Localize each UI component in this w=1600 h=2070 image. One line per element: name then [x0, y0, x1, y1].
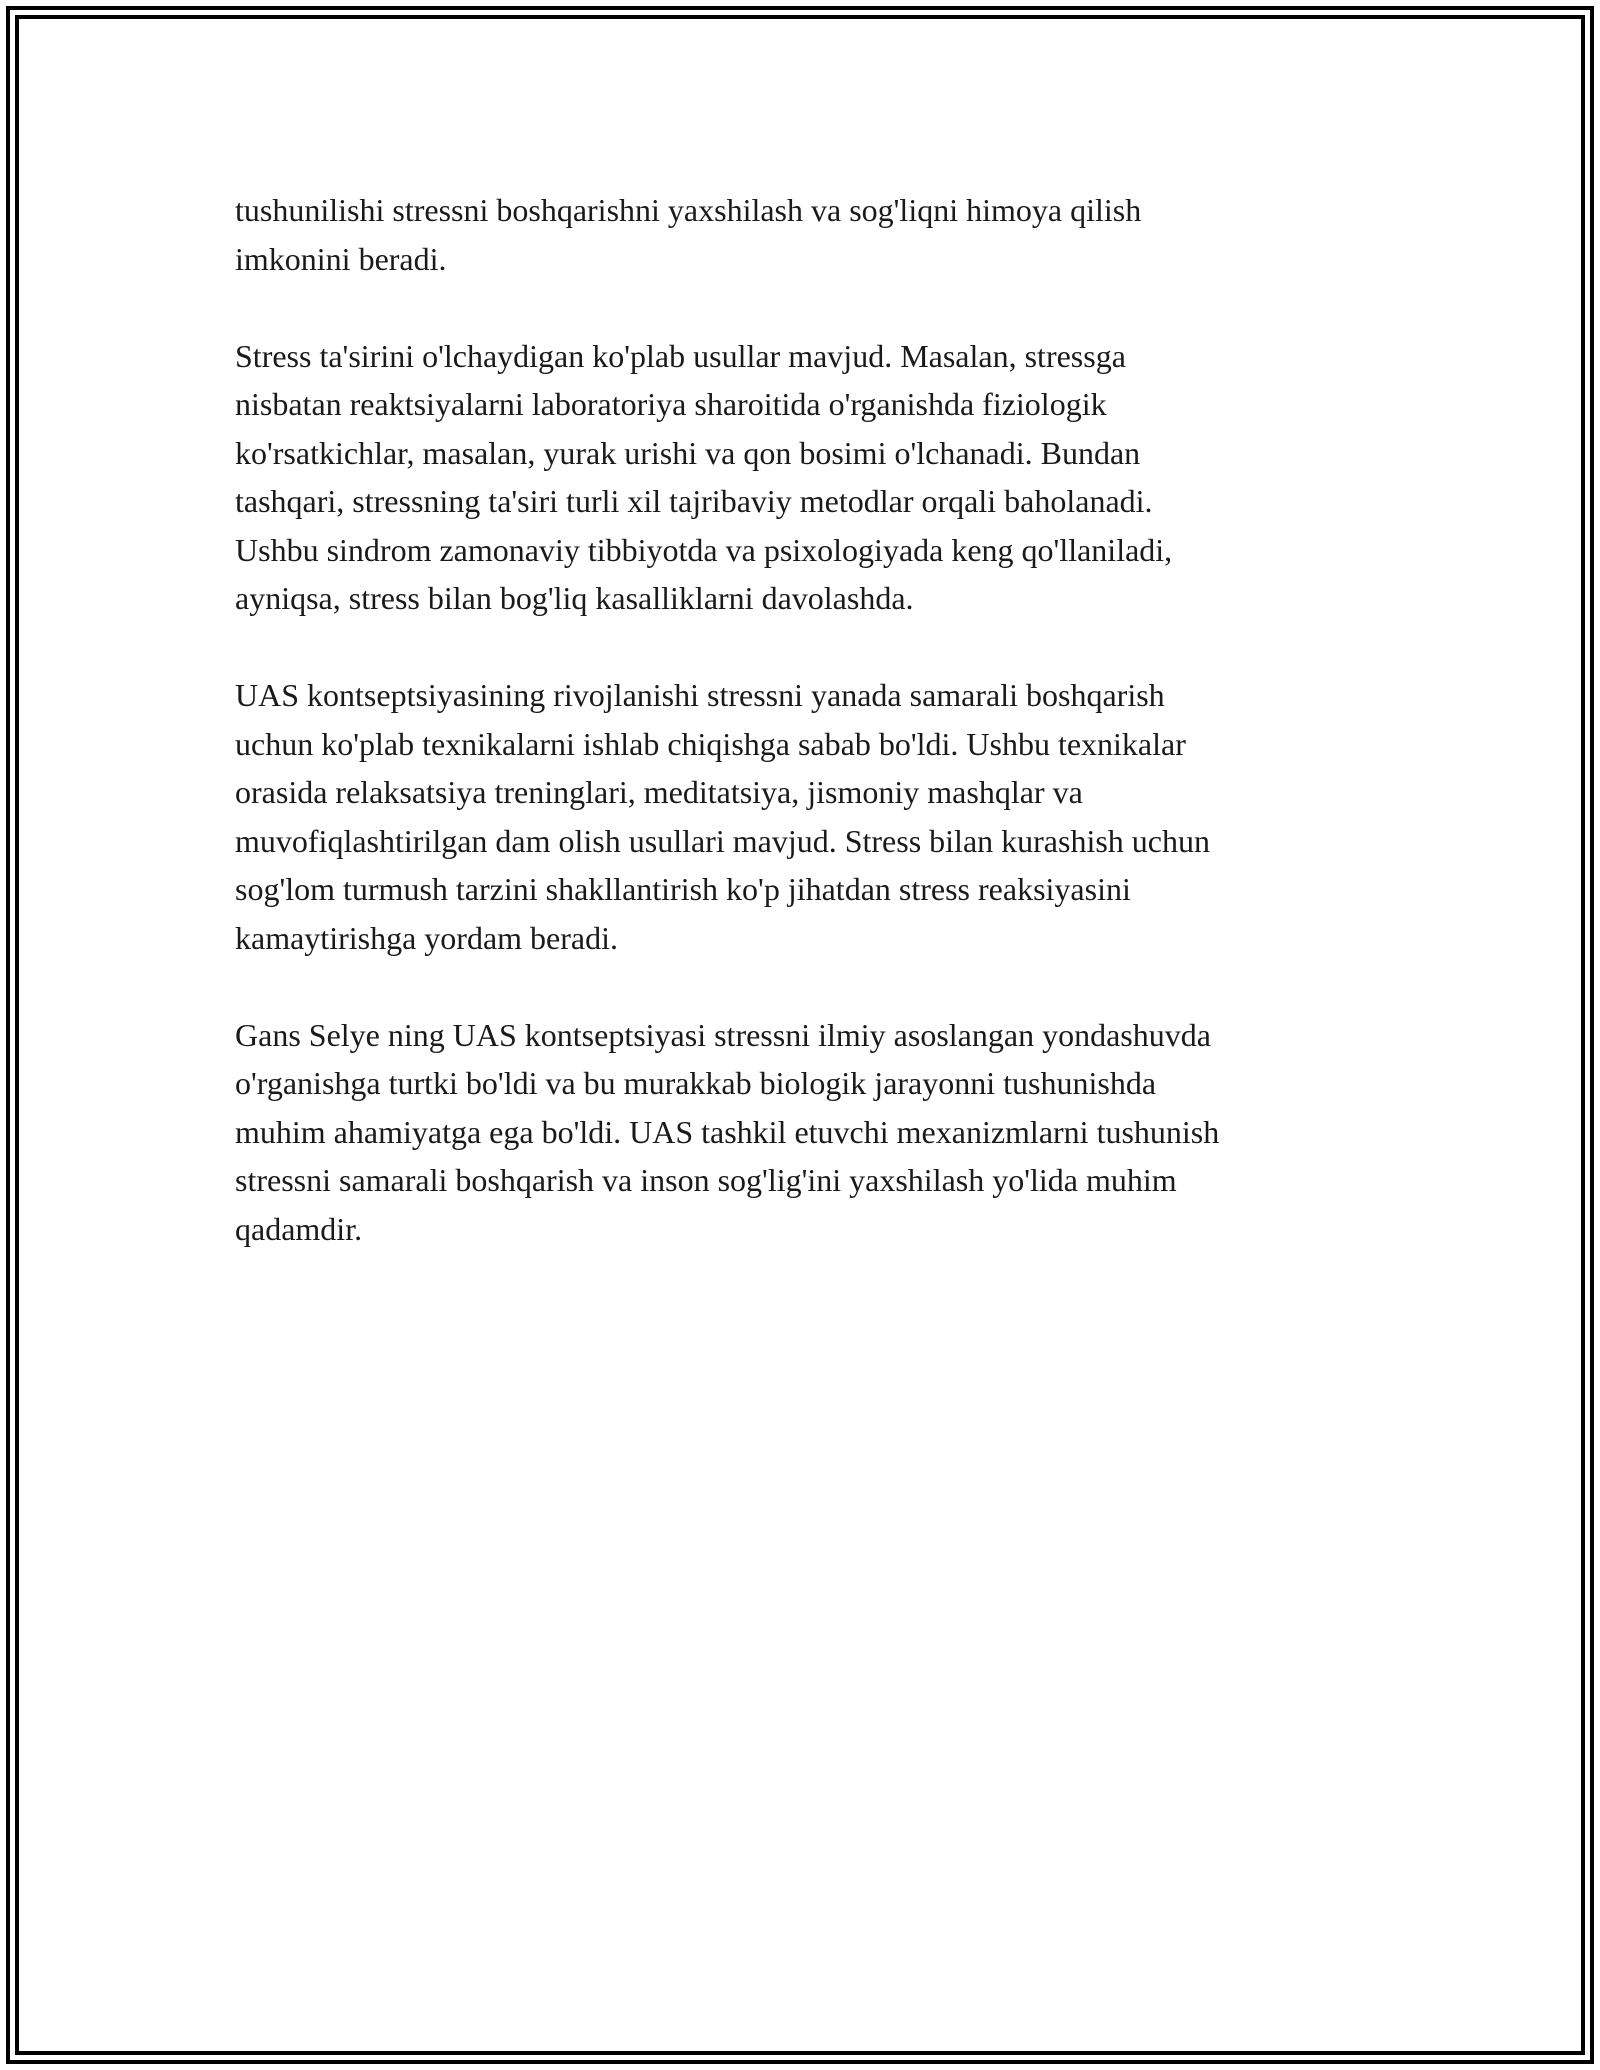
text-line: o'rganishga turtki bo'ldi va bu murakkab biologik jarayonni tushunishda [235, 1065, 1157, 1101]
paragraph-4 [235, 1011, 1385, 1254]
text-line: sog'lom turmush tarzini shakllantirish ko'p jihatdan stress reaksiyasini [235, 871, 1131, 907]
text-line: UAS kontseptsiyasining rivojlanishi stressni yanada samarali boshqarish [235, 677, 1165, 713]
text-line: muhim ahamiyatga ega bo'ldi. UAS tashkil etuvchi mexanizmlarni tushunish [235, 1113, 1220, 1150]
text-line: Gans Selye ning UAS kontseptsiyasi stressni ilmiy asoslangan yondashuvda [235, 1016, 1211, 1053]
text-line: imkonini beradi. [235, 240, 447, 277]
text-line: tashqari, stressning ta'siri turli xil tajribaviy metodlar orqali baholanadi. [235, 483, 1153, 519]
text-line: ayniqsa, stress bilan bog'liq kasalliklarni davolashda. [235, 580, 914, 616]
text-line: muvofiqlashtirilgan dam olish usullari mavjud. Stress bilan kurashish uchun [235, 822, 1210, 859]
paragraph-2 [235, 332, 1385, 623]
text-line: orasida relaksatsiya treninglari, meditatsiya, jismoniy mashqlar va [235, 774, 1083, 810]
text-line: ko'rsatkichlar, masalan, yurak urishi va qon bosimi o'lchanadi. Bundan [235, 434, 1141, 471]
text-line: Stress ta'sirini o'lchaydigan ko'plab usullar mavjud. Masalan, stressga [235, 337, 1126, 374]
text-line: kamaytirishga yordam beradi. [235, 919, 618, 956]
text-line: uchun ko'plab texnikalarni ishlab chiqishga sabab bo'ldi. Ushbu texnikalar [235, 725, 1186, 762]
text-line: nisbatan reaktsiyalarni laboratoriya sharoitida o'rganishda fiziologik [235, 386, 1107, 422]
text-line: tushunilishi stressni boshqarishni yaxshilash va sog'liqni himoya qilish [235, 192, 1142, 228]
text-line: qadamdir. [235, 1210, 363, 1247]
document-body [235, 186, 1385, 1302]
paragraph-1 [235, 186, 1385, 283]
paragraph-3 [235, 671, 1385, 962]
text-line: stressni samarali boshqarish va inson sog'lig'ini yaxshilash yo'lida muhim [235, 1162, 1177, 1198]
text-line: Ushbu sindrom zamonaviy tibbiyotda va psixologiyada keng qo'llaniladi, [235, 531, 1173, 568]
